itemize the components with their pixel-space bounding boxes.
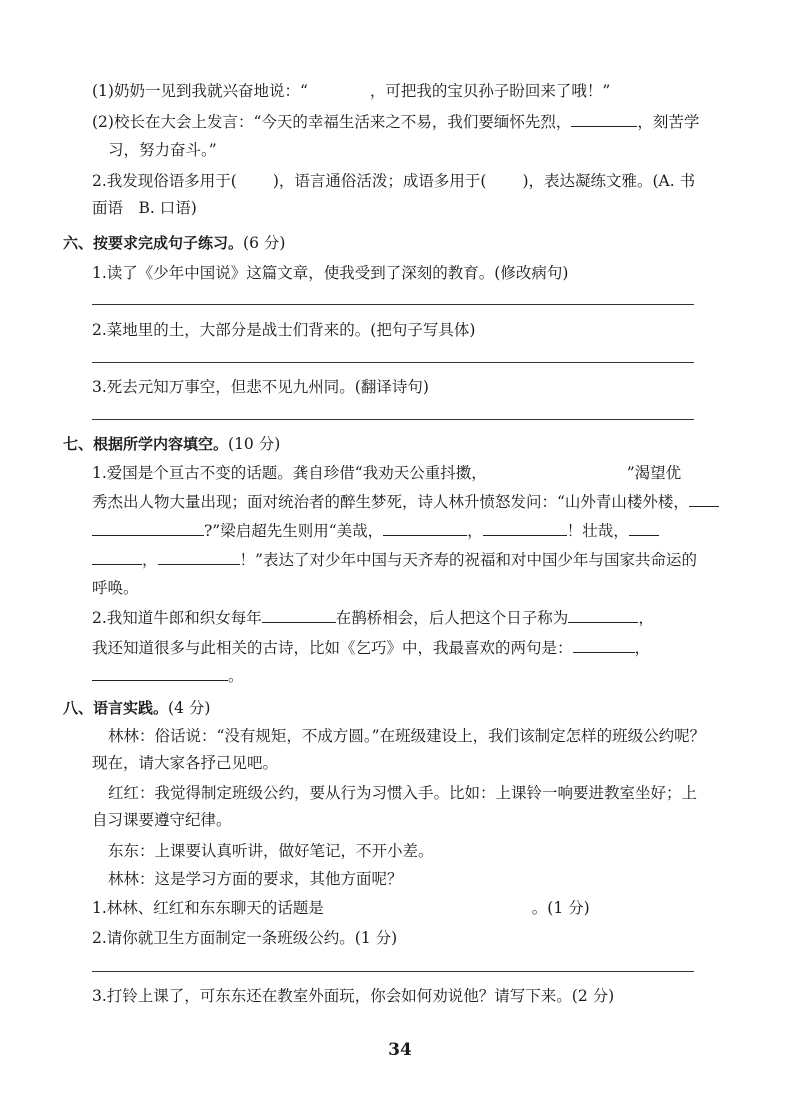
s5-q1-2: (2)校长在大会上发言：“今天的幸福生活来之不易，我们要缅怀先烈， ，刻苦学 <box>92 113 700 131</box>
blank-12[interactable] <box>158 550 240 565</box>
dialog-dongdong: 东东：上课要认真听讲，做好笔记，不开小差。 <box>108 842 434 860</box>
s7-q2: 2.我知道牛郎和织女每年 在鹊桥相会，后人把这个日子称为 ， <box>92 609 654 627</box>
s7-l4: ， ！”表达了对少年中国与天齐寿的祝福和对中国少年与国家共命运的 <box>92 549 697 571</box>
blank-13[interactable] <box>262 608 336 623</box>
blank-16[interactable] <box>92 666 228 681</box>
s8-q3: 3.打铃上课了，可东东还在教室外面玩，你会如何劝说他？请写下来。(2 分) <box>92 987 615 1005</box>
blank-7[interactable] <box>92 521 204 536</box>
s7-l2: 秀杰出人物大量出现；面对统治者的醉生梦死，诗人林升愤怒发问：“山外青山楼外楼， <box>92 491 719 513</box>
s5-q2: 2.我发现俗语多用于( )，语言通俗活泼；成语多用于( )，表达凝练文雅。(A. 书 <box>92 172 696 190</box>
section-7-heading: 七、根据所学内容填空。(10 分) <box>63 435 281 453</box>
s5-q1-1: (1)奶奶一见到我就兴奋地说：“ ，可把我的宝贝孙子盼回来了哦！” <box>92 82 611 100</box>
dialog-honghong-cont: 自习课要遵守纪律。 <box>92 811 232 829</box>
dialog-linlin-1-cont: 现在，请大家各抒己见吧。 <box>92 754 279 772</box>
blank-15[interactable] <box>573 638 635 653</box>
s6-q1: 1.读了《少年中国说》这篇文章，使我受到了深刻的教育。(修改病句) <box>92 264 569 282</box>
s7-l5: 呼唤。 <box>92 579 139 597</box>
blank-11[interactable] <box>92 550 142 565</box>
s7-q2-end: 。 <box>92 665 244 687</box>
s7-q2-cont: 我还知道很多与此相关的古诗，比如《乞巧》中，我最喜欢的两句是： ， <box>92 639 651 657</box>
s8-q2: 2.请你就卫生方面制定一条班级公约。(1 分) <box>92 929 398 947</box>
blank-8[interactable] <box>383 521 467 536</box>
blank-14[interactable] <box>568 608 638 623</box>
dialog-linlin-1: 林林：俗话说：“没有规矩，不成方圆。”在班级建设上，我们该制定怎样的班级公约呢？ <box>108 727 706 745</box>
blank-9[interactable] <box>483 521 567 536</box>
section-6-heading: 六、按要求完成句子练习。(6 分) <box>63 234 286 252</box>
page-number: 34 <box>388 1040 412 1060</box>
dialog-honghong: 红红：我觉得制定班级公约，要从行为习惯入手。比如：上课铃一响要进教室坐好；上 <box>108 784 698 802</box>
answer-line[interactable] <box>92 304 694 305</box>
dialog-linlin-2: 林林：这是学习方面的要求，其他方面呢？ <box>108 870 403 888</box>
section-8-heading: 八、语言实践。(4 分) <box>63 699 211 717</box>
s5-q2-cont: 面语 B. 口语) <box>92 199 197 217</box>
blank-6[interactable] <box>689 492 719 507</box>
blank-10[interactable] <box>629 521 659 536</box>
answer-line[interactable] <box>92 419 694 420</box>
s7-l1: 1.爱国是个亘古不变的话题。龚自珍借“我劝天公重抖擞， ”渴望优 <box>92 464 682 482</box>
s6-q2: 2.菜地里的土，大部分是战士们背来的。(把句子写具体) <box>92 321 476 339</box>
s7-l3: ?”梁启超先生则用“美哉， ， ！壮哉， <box>92 520 659 542</box>
blank-2[interactable] <box>571 112 637 127</box>
s5-q1-2-cont: 习，努力奋斗。” <box>108 141 217 159</box>
answer-line[interactable] <box>92 971 694 972</box>
s8-q1: 1.林林、红红和东东聊天的话题是 。(1 分) <box>92 899 590 917</box>
answer-line[interactable] <box>92 362 694 363</box>
s6-q3: 3.死去元知万事空，但悲不见九州同。(翻译诗句) <box>92 378 429 396</box>
